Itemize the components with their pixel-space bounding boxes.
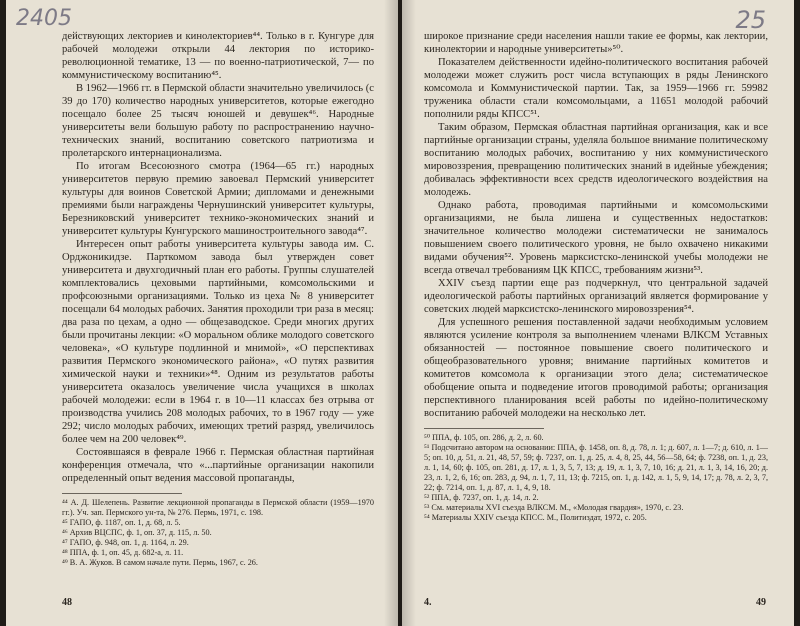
footnote-divider xyxy=(424,428,544,429)
left-paragraph-3: По итогам Всесоюзного смотра (1964—65 гг.) народных университетов первую премию завоевал Пермский университет культуры для воинов Советской Армии; дипломами и денежными премиями были награждены Чернушинский университет культуры, Березниковский университет технико-экономических знаний и университет культуры Кунгурского машиностроительного завода⁴⁷. xyxy=(62,161,374,237)
left-paragraph-1: действующих лекториев и кинолекториев⁴⁴. Только в г. Кунгуре для рабочей молодежи открыли 44 лектория по историко-революционной тематике, 13 — по военно-патриотической, 7— по коммунистическому воспитанию⁴⁵. xyxy=(62,31,374,81)
right-page xyxy=(402,0,794,626)
footnote: ⁴⁶ Архив ВЦСПС, ф. 1, оп. 37, д. 115, л. 50. xyxy=(62,528,212,537)
footnote: ⁴⁷ ГАПО, ф. 948, оп. 1, д. 1164, л. 29. xyxy=(62,538,189,547)
left-paragraph-2: В 1962—1966 гг. в Пермской области значительно увеличилось (с 39 до 170) количество народных университетов, которые ежегодно посещало более 25 тысяч юношей и девушек⁴⁶. Народные университеты вели большую работу по распространению научно-технических знаний, воспитанию советского патриотизма и пролетарского интернационализма. xyxy=(62,83,374,159)
left-paragraph-5: Состоявшаяся в феврале 1966 г. Пермская областная партийная конференция отмечала, что «...партийные организации накопили определенный опыт ведения массовой пропаганды, xyxy=(62,447,374,484)
footnote: ⁵³ См. материалы XVI съезда ВЛКСМ. М., «Молодая гвардия», 1970, с. 23. xyxy=(424,503,684,512)
right-paragraph-2: Показателем действенности идейно-политического воспитания рабочей молодежи может служить рост числа вступающих в ряды Ленинского комсомола и Коммунистической партии. Так, за 1959—1966 гг. 59982 труженика области стали комсомольцами, а 11651 молодой рабочий пополнили ряды КПСС⁵¹. xyxy=(424,57,768,120)
footnote: ⁴⁹ В. А. Жуков. В самом начале пути. Пермь, 1967, с. 26. xyxy=(62,558,258,567)
footnote: ⁴⁴ А. Д. Шелепень. Развитие лекционной пропаганды в Пермской области (1959—1970 гг.). Уч. зап. Пермского ун-та, № 276. Пермь, 1971, с. 198. xyxy=(62,498,374,517)
footnote: ⁴⁸ ППА, ф. 1, оп. 45, д. 682-а, л. 11. xyxy=(62,548,184,557)
left-page-number: 48 xyxy=(62,597,72,608)
handwritten-archive-number: 25 xyxy=(735,6,766,34)
left-footnotes xyxy=(62,498,374,568)
right-footnotes xyxy=(424,433,768,523)
right-page-number: 49 xyxy=(756,597,766,608)
handwritten-archive-number: 2405 xyxy=(16,6,72,31)
right-paragraph-1: широкое признание среди населения нашли такие ее формы, как лектории, кинолектории и народные университеты»⁵⁰. xyxy=(424,31,768,55)
footnote-divider xyxy=(62,493,182,494)
right-paragraph-4: Однако работа, проводимая партийными и комсомольскими организациями, не была лишена и существенных недостатков: значительное количество молодежи систематически не занималось повышением своего политического уровня, не было охвачено никакими видами обучения⁵². Уровень марксистско-ленинской учебы молодежи не всегда отвечал требованиям ЦК КПСС, требованиям жизни⁵³. xyxy=(424,200,768,276)
signature-mark: 4. xyxy=(424,597,432,608)
footnote: ⁴⁵ ГАПО, ф. 1187, оп. 1, д. 68, л. 5. xyxy=(62,518,181,527)
footnote: ⁵¹ Подсчитано автором на основании: ППА, ф. 1458, оп. 8, д. 78, л. 1; д. 607, л. 1—7; д. 610, л. 1—5; оп. 10, д. 51, л. 21, 48, 57, 59; ф. 7237, оп. 1, д. 25, л. 4, 8, 25, 44, 56—58, 64; ф. 7238, оп. 1, д. 23, л. 1, 14, 60; ф. 105, оп. 281, д. 17, л. 1, 3, 5, 7, 13; д. 19, л. 1, 3, 7, 10, 16; д. 21, л. 1, 3, 14, 16, 20; д. 23, л. 1, 2, 6, 16; оп. 283, д. 94, л. 1, 7, 11, 13; ф. 7215, оп. 1, д. 142, л. 1, 5, 9, 14, 17; д. 78, л. 2, 3, 7, 22; ф. 7214, оп. 1, д. 87, л. 1, 4, 9, 18. xyxy=(424,443,768,492)
right-paragraph-3: Таким образом, Пермская областная партийная организация, как и все партийные организации страны, уделяла большое внимание политическому воспитанию молодых рабочих, воспитанию у них коммунистического мировоззрения, превращению политических знаний в идейные убеждения; добивалась эффективности всех средств идеологического воздействия на молодежь. xyxy=(424,122,768,198)
footnote: ⁵⁰ ППА, ф. 105, оп. 286, д. 2, л. 60. xyxy=(424,433,544,442)
footnote: ⁵² ППА, ф. 7237, оп. 1, д. 14, л. 2. xyxy=(424,493,539,502)
footnote: ⁵⁴ Материалы XXIV съезда КПСС. М., Политиздат, 1972, с. 205. xyxy=(424,513,647,522)
right-paragraph-5: XXIV съезд партии еще раз подчеркнул, что центральной задачей идеологической работы партийных организаций является формирование у советских людей марксистско-ленинского мировоззрения⁵⁴. xyxy=(424,278,768,315)
left-page xyxy=(6,0,398,626)
left-paragraph-4: Интересен опыт работы университета культуры завода им. С. Орджоникидзе. Парткомом завода был утвержден совет университета и двухгодичный план его работы. Группы слушателей комплектовались цеховыми партийными, комсомольскими и профсоюзными организациями. Только из цеха № 8 университет посещали 64 молодых рабочих. Занятия проходили три раза в месяц: два раза по цехам, а одно — общезаводское. Среди многих других были прочитаны лекции: «О моральном облике молодого советского человека», «О культуре подлинной и мнимой», «О перспективах развития Пермского экономического района», «О путях развития химической науки и техники»⁴⁸. Одним из результатов работы университета оказалось увеличение числа учащихся в школах рабочей молодежи: если в 1964 г. в 10—11 классах без отрыва от производства учились 208 молодых рабочих, то в 1967 году — уже 292; число молодых рабочих, имеющих третий разряд, увеличилось более чем на 200 человек⁴⁹. xyxy=(62,239,374,445)
right-paragraph-6: Для успешного решения поставленной задачи необходимым условием являются усиление контроля за выполнением членами ВЛКСМ Уставных обязанностей — постоянное повышение своего политического и общеобразовательного уровня; внимание партийных комитетов и комитетов комсомола к организации этого дела; систематическое обобщение опыта и подведение итогов проводимой работы; организация перспективного планирования всей работы по идейно-политическому воспитанию рабочей молодежи на несколько лет. xyxy=(424,317,768,419)
